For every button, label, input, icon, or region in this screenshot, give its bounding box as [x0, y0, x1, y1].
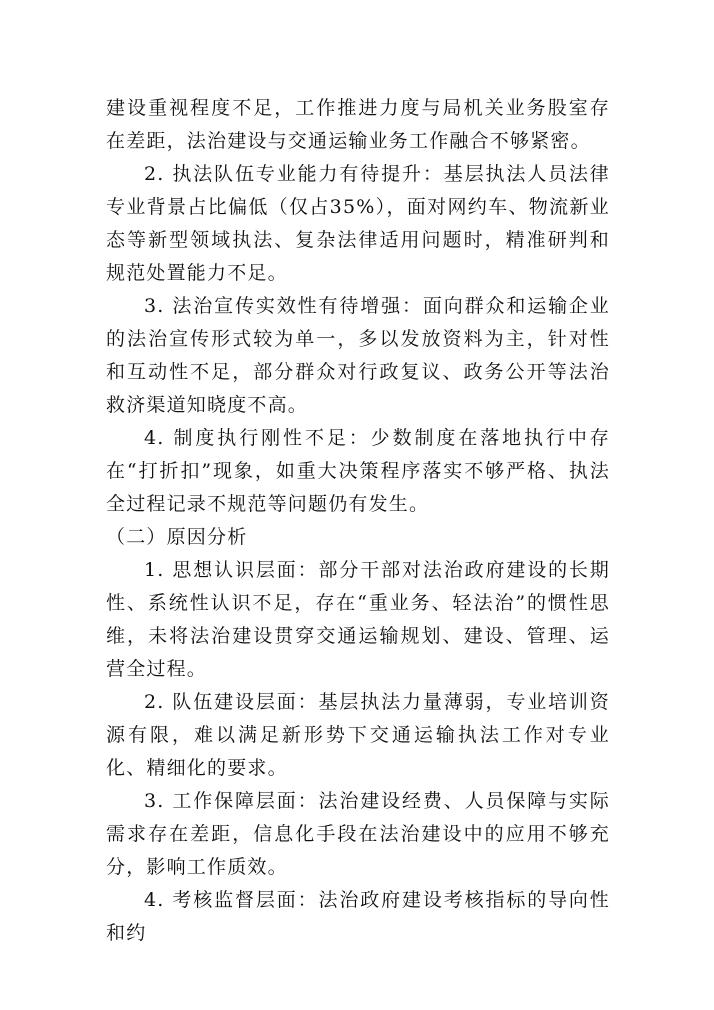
- paragraph-cause-2-team-building: 2. 队伍建设层面：基层执法力量薄弱，专业培训资源有限，难以满足新形势下交通运输执法工作对专业化、精细化的要求。: [106, 691, 610, 779]
- paragraph-item-4-system-enforcement: 4. 制度执行刚性不足：少数制度在落地执行中存在“打折扣”现象，如重大决策程序落实不够严格、执法全过程记录不规范等问题仍有发生。: [106, 427, 610, 515]
- paragraph-item-3-legal-publicity: 3. 法治宣传实效性有待增强：面向群众和运输企业的法治宣传形式较为单一，多以发放资料为主，针对性和互动性不足，部分群众对行政复议、政务公开等法治救济渠道知晓度不高。: [106, 295, 610, 416]
- paragraph-cause-4-assessment: 4. 考核监督层面：法治政府建设考核指标的导向性和约: [106, 889, 610, 944]
- document-body: [106, 92, 610, 950]
- paragraph-continuation: 建设重视程度不足，工作推进力度与局机关业务股室存在差距，法治建设与交通运输业务工作融合不够紧密。: [106, 97, 610, 152]
- paragraph-item-2-law-enforcement-team: 2. 执法队伍专业能力有待提升：基层执法人员法律专业背景占比偏低（仅占35%），面对网约车、物流新业态等新型领域执法、复杂法律适用问题时，精准研判和规范处置能力不足。: [106, 163, 610, 284]
- section-heading-cause-analysis: （二）原因分析: [106, 526, 248, 548]
- paragraph-cause-3-work-support: 3. 工作保障层面：法治建设经费、人员保障与实际需求存在差距，信息化手段在法治建设中的应用不够充分，影响工作质效。: [106, 790, 610, 878]
- paragraph-cause-1-ideological: 1. 思想认识层面：部分干部对法治政府建设的长期性、系统性认识不足，存在“重业务、轻法治”的惯性思维，未将法治建设贯穿交通运输规划、建设、管理、运营全过程。: [106, 559, 610, 680]
